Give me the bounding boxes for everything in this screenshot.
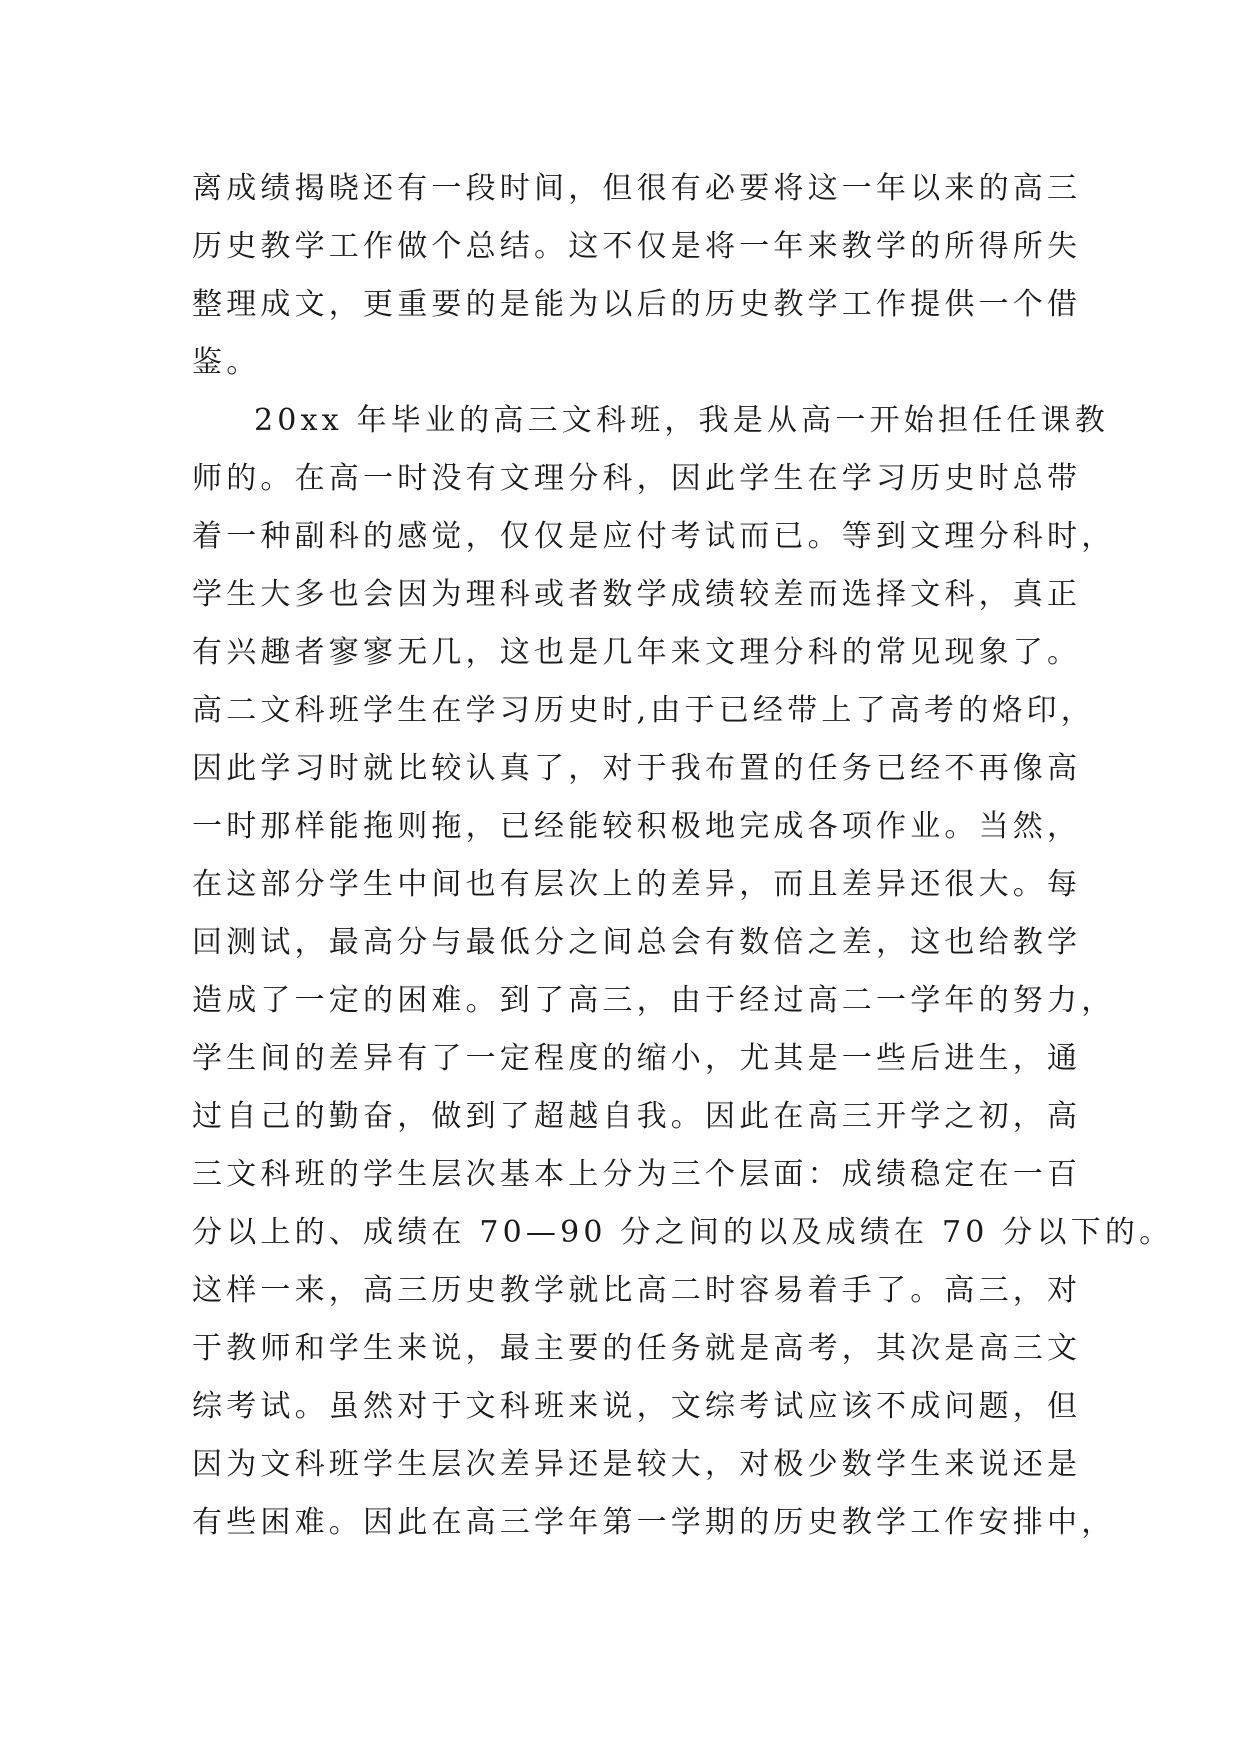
paragraph-start-line: 20xx 年毕业的高三文科班，我是从高一开始担任任课教	[254, 403, 1109, 438]
text-line: 离成绩揭晓还有一段时间，但很有必要将这一年以来的高三	[192, 171, 1082, 206]
text-line: 着一种副科的感觉，仅仅是应付考试而已。等到文理分科时，	[192, 519, 1116, 554]
text-line: 造成了一定的困难。到了高三，由于经过高二一学年的努力，	[192, 983, 1116, 1018]
text-line: 这样一来，高三历史教学就比高二时容易着手了。高三，对	[192, 1273, 1082, 1308]
text-line: 高二文科班学生在学习历史时,由于已经带上了高考的烙印，	[192, 693, 1095, 728]
text-line: 三文科班的学生层次基本上分为三个层面：成绩稳定在一百	[192, 1157, 1082, 1192]
text-line: 过自己的勤奋，做到了超越自我。因此在高三开学之初，高	[192, 1099, 1082, 1134]
text-line: 师的。在高一时没有文理分科，因此学生在学习历史时总带	[192, 461, 1082, 496]
text-line: 回测试，最高分与最低分之间总会有数倍之差，这也给教学	[192, 925, 1082, 960]
text-line: 分以上的、成绩在 70—90 分之间的以及成绩在 70 分以下的。	[192, 1215, 1174, 1250]
body-text	[192, 160, 1174, 1552]
text-line: 学生大多也会因为理科或者数学成绩较差而选择文科，真正	[192, 577, 1082, 612]
text-line: 学生间的差异有了一定程度的缩小，尤其是一些后进生，通	[192, 1041, 1082, 1076]
text-line: 因此学习时就比较认真了，对于我布置的任务已经不再像高	[192, 751, 1082, 786]
text-line: 在这部分学生中间也有层次上的差异，而且差异还很大。每	[192, 867, 1082, 902]
text-line: 鉴。	[192, 345, 261, 380]
text-line: 于教师和学生来说，最主要的任务就是高考，其次是高三文	[192, 1331, 1082, 1366]
text-line: 整理成文，更重要的是能为以后的历史教学工作提供一个借	[192, 287, 1082, 322]
text-line: 有兴趣者寥寥无几，这也是几年来文理分科的常见现象了。	[192, 635, 1082, 670]
text-line: 有些困难。因此在高三学年第一学期的历史教学工作安排中，	[192, 1505, 1116, 1540]
text-line: 历史教学工作做个总结。这不仅是将一年来教学的所得所失	[192, 229, 1082, 264]
text-line: 一时那样能拖则拖，已经能较积极地完成各项作业。当然，	[192, 809, 1082, 844]
text-line: 综考试。虽然对于文科班来说，文综考试应该不成问题，但	[192, 1389, 1082, 1424]
text-line: 因为文科班学生层次差异还是较大，对极少数学生来说还是	[192, 1447, 1082, 1482]
